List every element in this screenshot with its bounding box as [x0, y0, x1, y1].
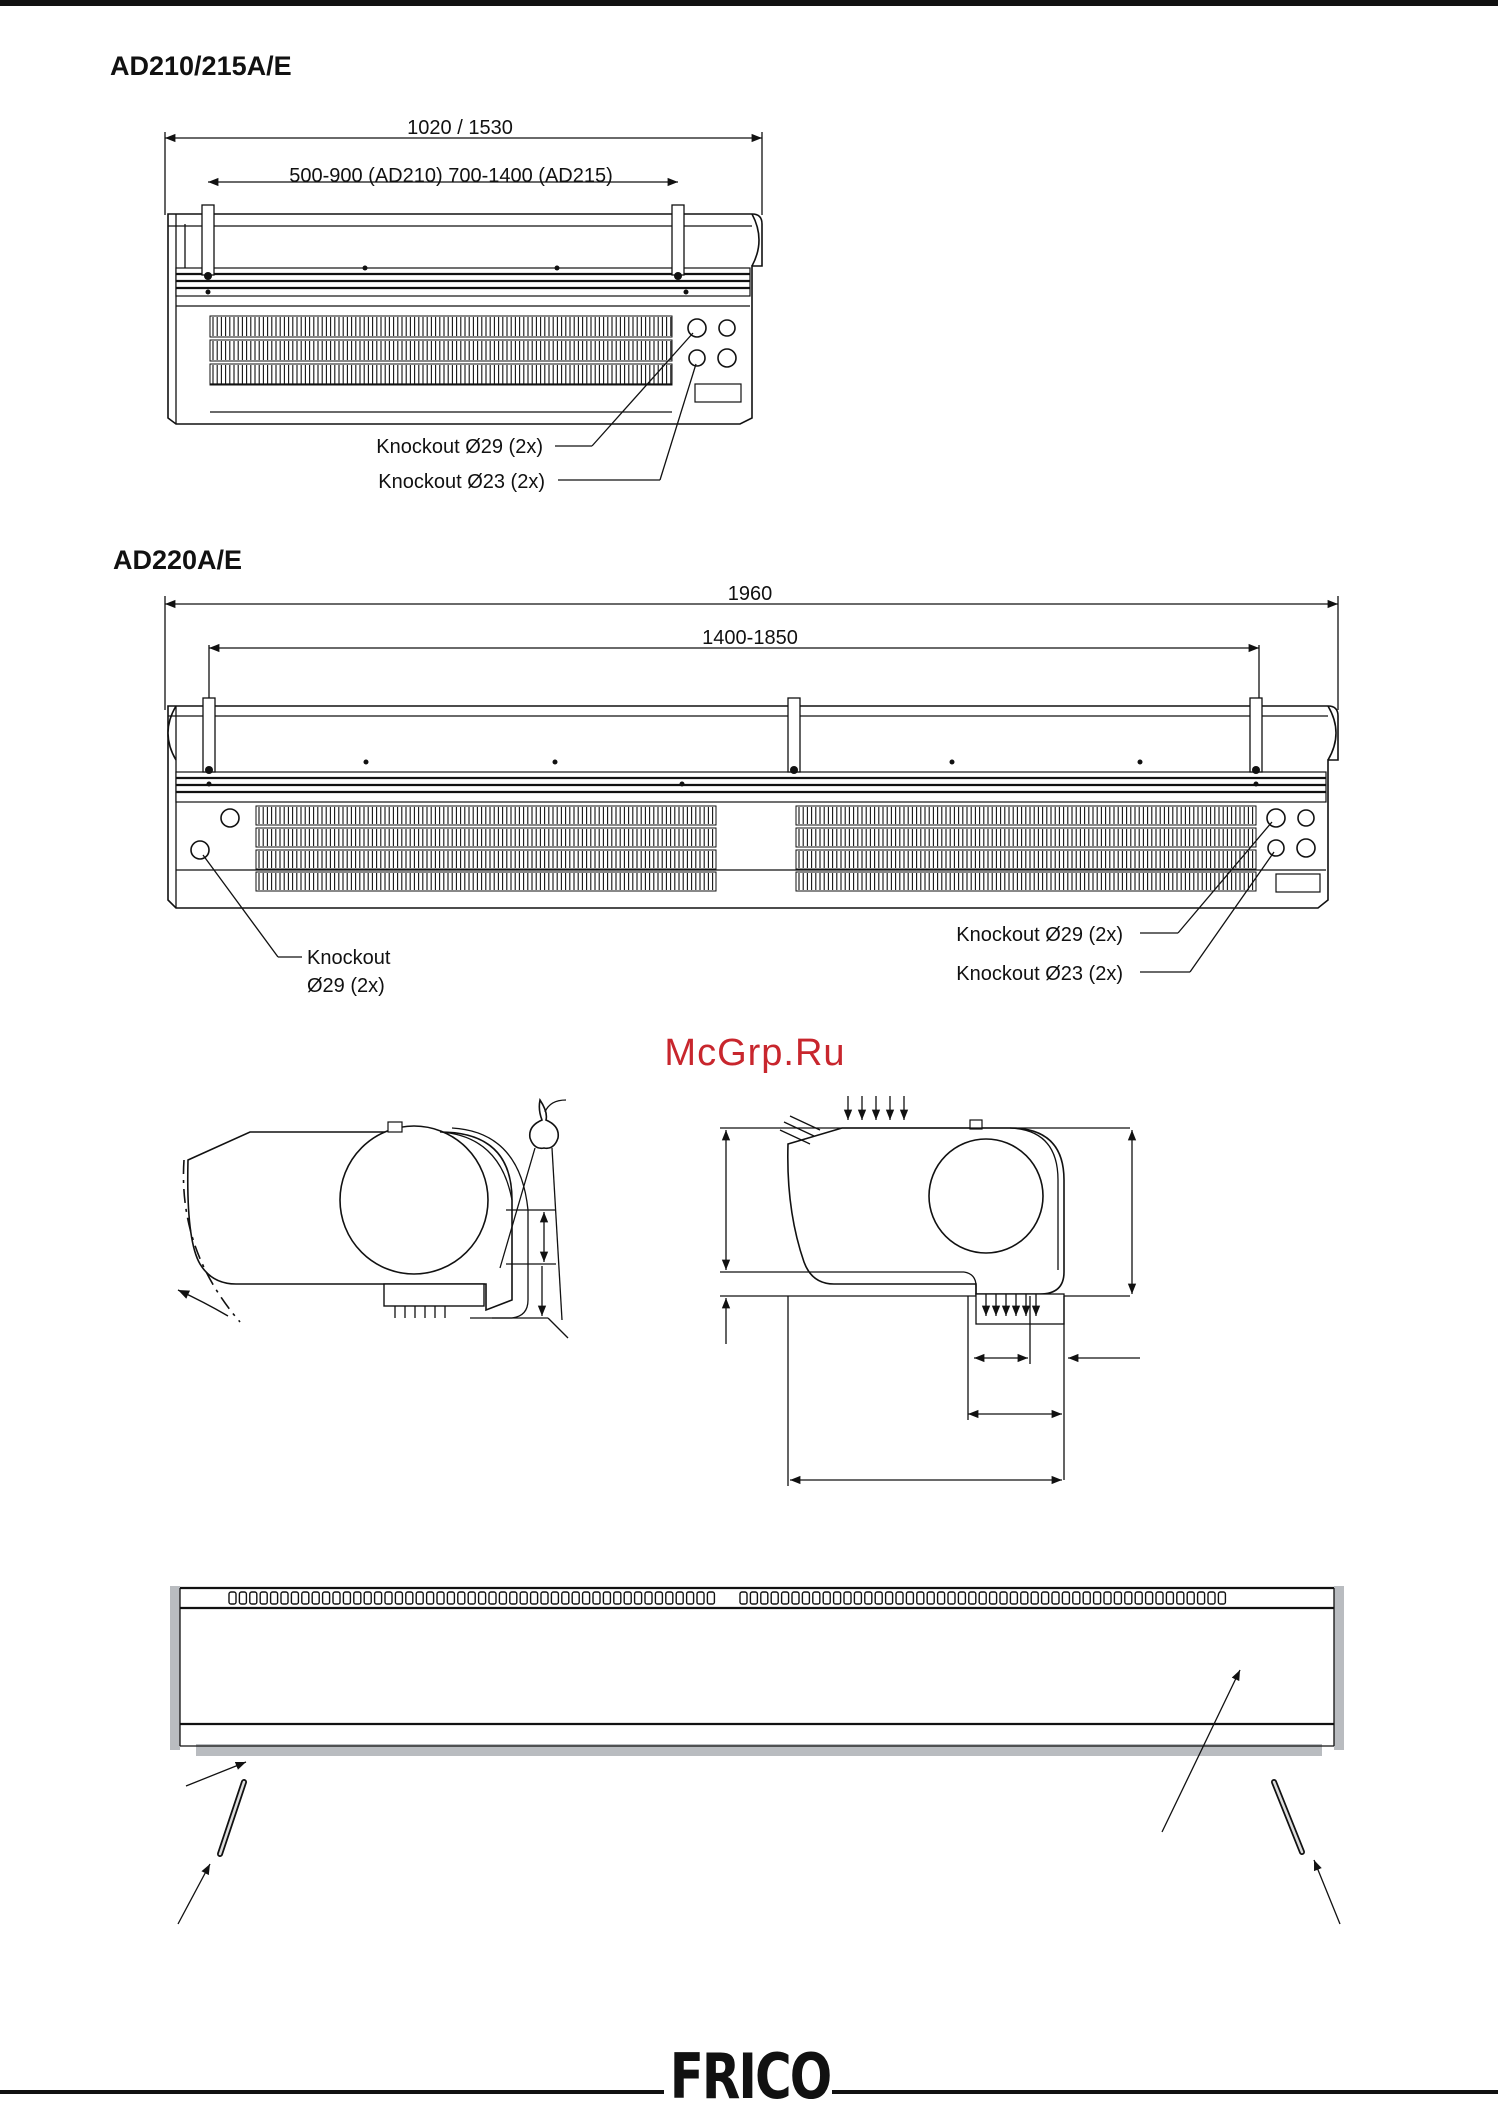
section2-title: AD220A/E [113, 545, 243, 575]
section2-callout-right-knockout-23: Knockout Ø23 (2x) [956, 963, 1123, 985]
frico-logo: FRICO [669, 2040, 831, 2102]
section1-grille [210, 316, 672, 385]
unit-ad220-front-view [168, 698, 1338, 908]
section1-dim-brackets-label: 500-900 (AD210) 700-1400 (AD215) [289, 165, 613, 187]
unit-bottom-view [170, 1586, 1344, 1924]
section2-dim-overall-label: 1960 [727, 583, 773, 605]
bottom-unit-vents [229, 1592, 1225, 1604]
unit-ad210-front-view [168, 205, 762, 424]
side-view-wall-mount [178, 1100, 568, 1338]
section1-title: AD210/215A/E [110, 51, 292, 81]
section2-callout-left-line2: Ø29 (2x) [307, 975, 385, 997]
section1-dim-brackets [208, 165, 678, 187]
section2-dim-brackets [209, 627, 1259, 700]
top-rule [0, 0, 1498, 6]
side-view-ceiling-mount [720, 1096, 1140, 1486]
section2-callout-right-knockout-29: Knockout Ø29 (2x) [956, 924, 1123, 946]
section1-callout-knockout-29: Knockout Ø29 (2x) [376, 436, 543, 458]
watermark: McGrp.Ru [664, 1032, 846, 1074]
section2-dim-brackets-label: 1400-1850 [702, 627, 798, 649]
section1-dim-overall-label: 1020 / 1530 [407, 117, 513, 139]
section1-callout-knockout-23: Knockout Ø23 (2x) [378, 471, 545, 493]
section2-callout-left-line1: Knockout [307, 947, 391, 969]
